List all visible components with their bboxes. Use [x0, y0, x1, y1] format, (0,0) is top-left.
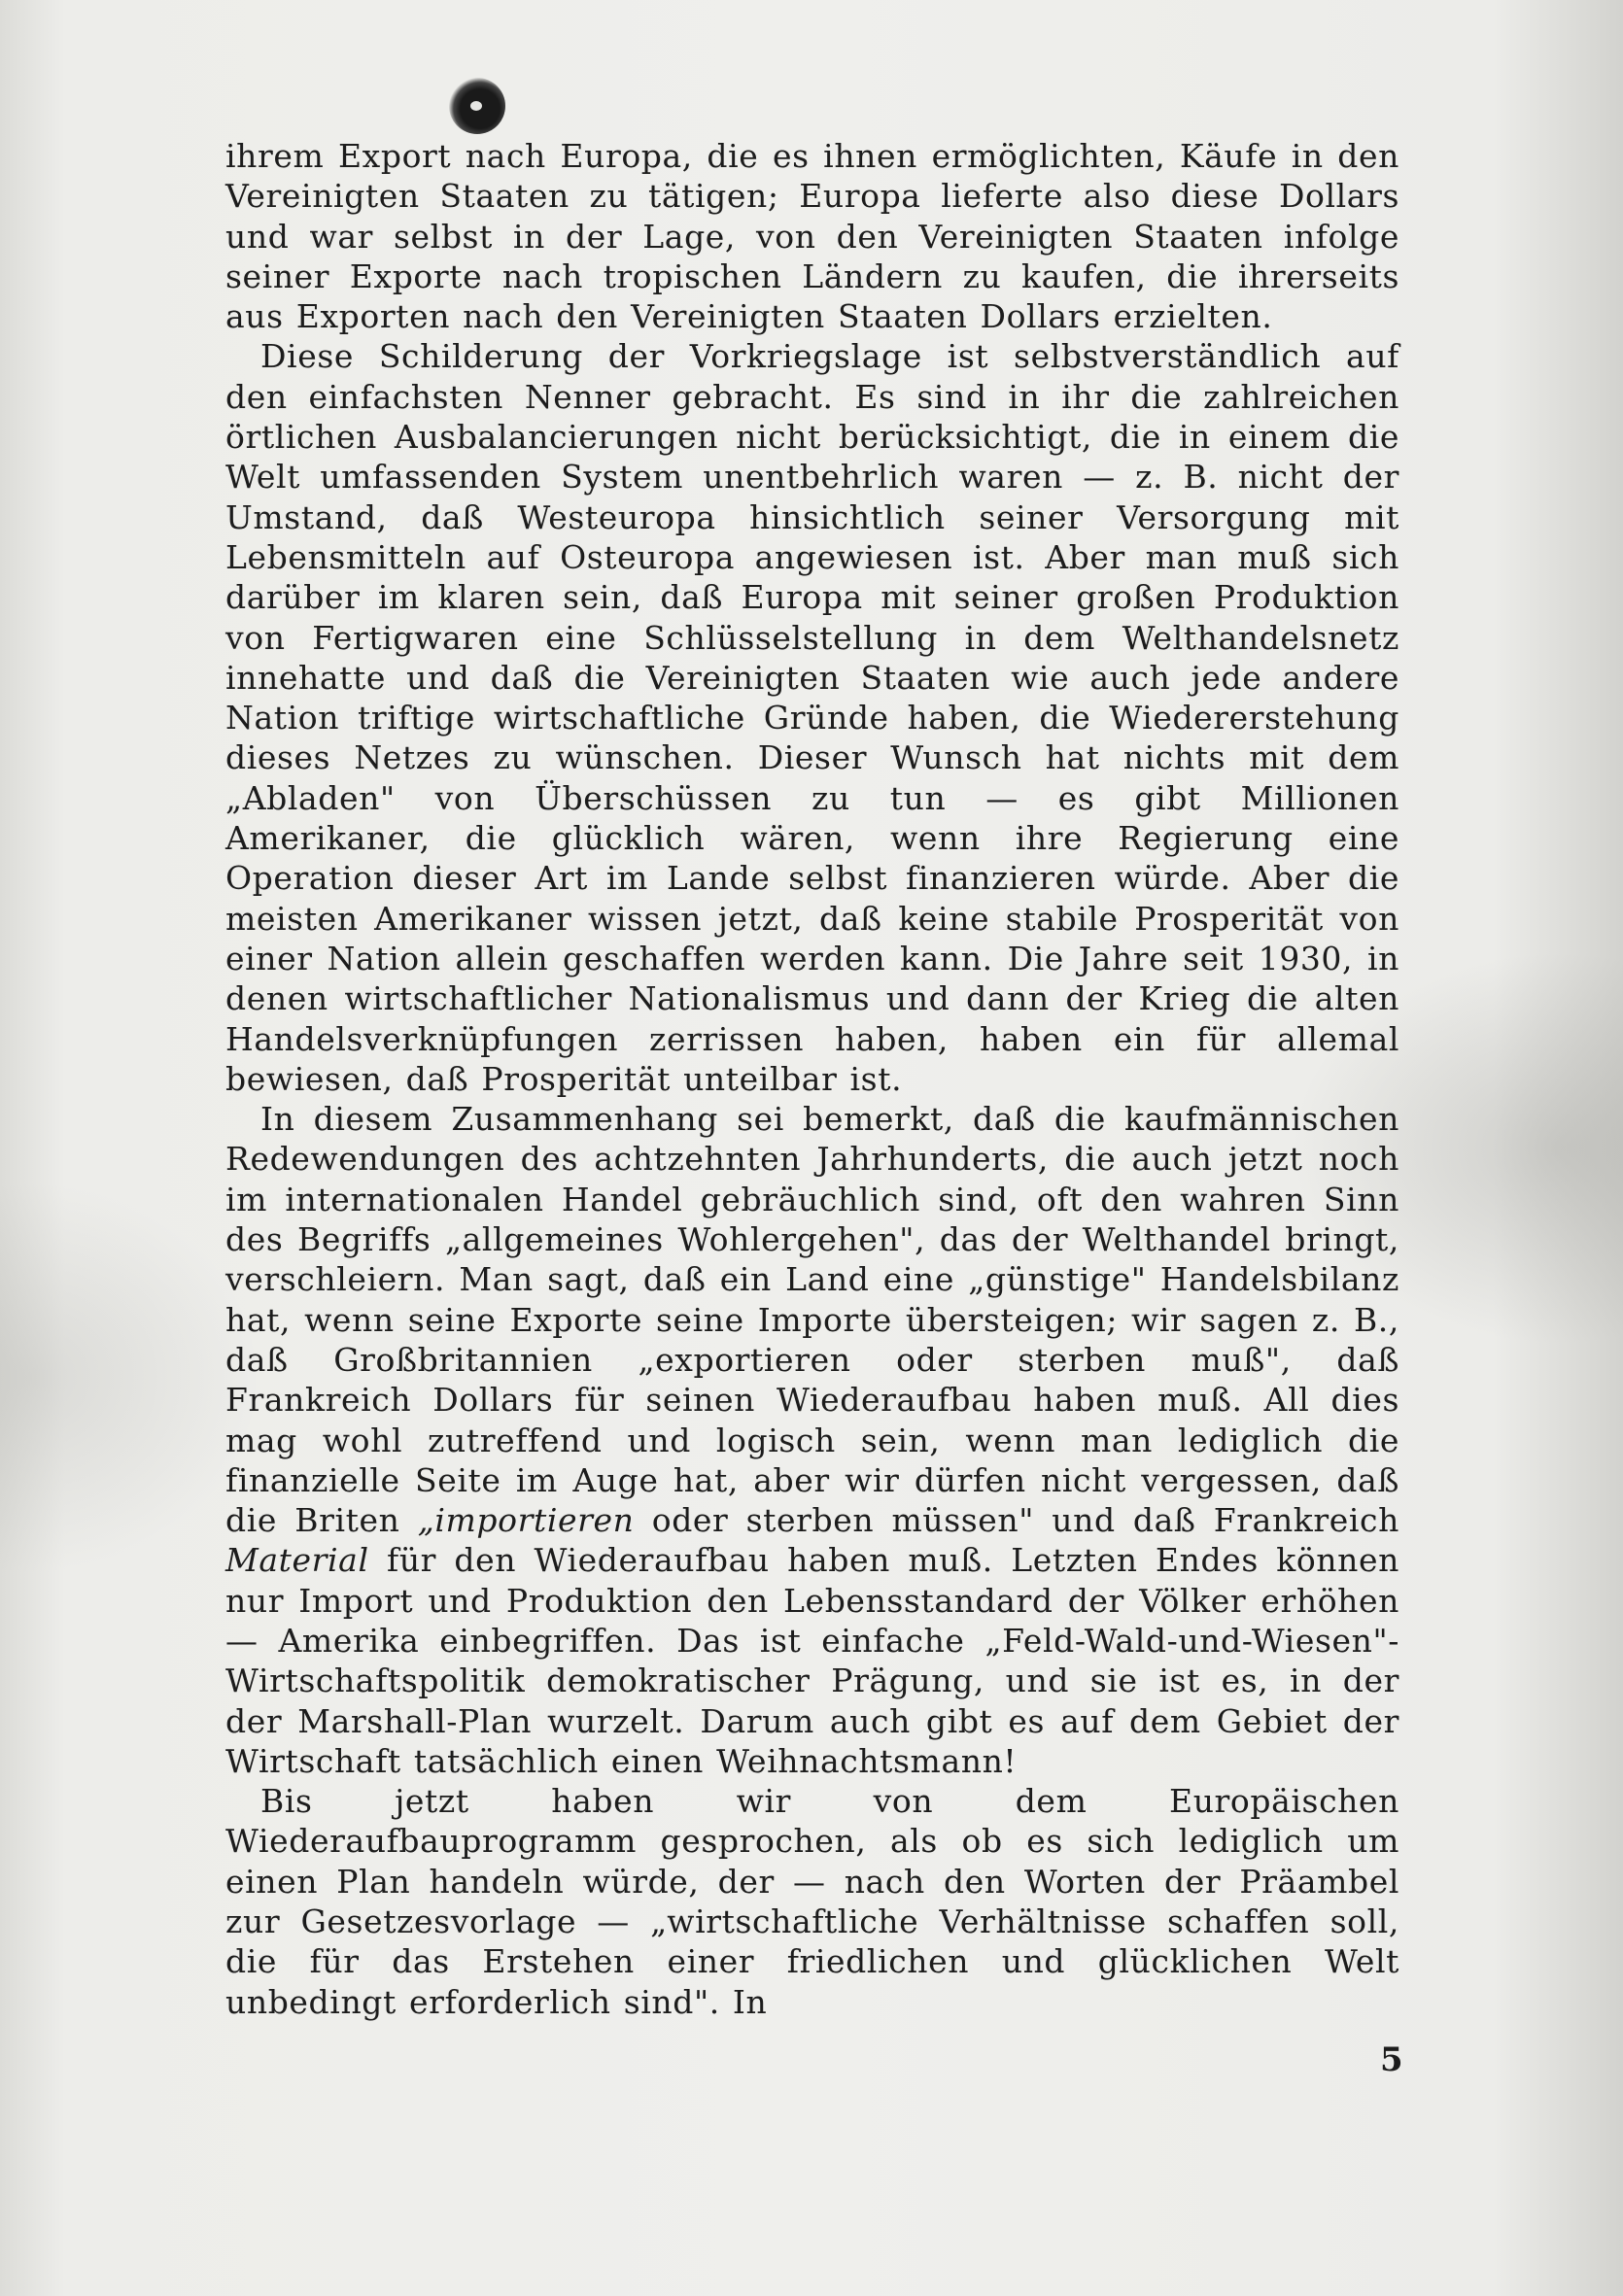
ink-blot-mark: [449, 78, 505, 134]
paragraph-3-part-2: oder sterben müssen" und daß Frankreich: [634, 1501, 1399, 1540]
paragraph-2: Diese Schilderung der Vorkriegslage ist selbstverständlich auf den einfachsten Nenner gebracht. Es sind in ihr die zahlreichen örtlichen Ausbalancierungen nicht berücksichtigt, die in einem die Welt umfassenden System unentbehrlich waren — z. B. nicht der Umstand, daß Westeuropa hinsichtlich seiner Versorgung mit Lebensmitteln auf Osteuropa angewiesen ist. Aber man muß sich darüber im klaren sein, daß Europa mit seiner großen Produktion von Fertigwaren eine Schlüsselstellung in dem Welthandelsnetz innehatte und daß die Vereinigten Staaten wie auch jede andere Nation triftige wirtschaftliche Gründe haben, die Wiedererstehung dieses Netzes zu wünschen. Dieser Wunsch hat nichts mit dem „Abladen" von Überschüssen zu tun — es gibt Millionen Amerikaner, die glücklich wären, wenn ihre Regierung eine Operation dieser Art im Lande selbst finanzieren würde. Aber die meisten Amerikaner wissen jetzt, daß keine stabile Prosperität von einer Nation allein geschaffen werden kann. Die Jahre seit 1930, in denen wirtschaftlicher Nationalismus und dann der Krieg die alten Handelsverknüpfungen zerrissen haben, haben ein für allemal bewiesen, daß Prosperität unteilbar ist.: [225, 337, 1399, 1098]
paragraph-3-part-3: für den Wiederaufbau haben muß. Letzten Endes können nur Import und Produktion den Lebensstandard der Völker erhöhen — Amerika einbegriffen. Das ist einfache „Feld-Wald-und-Wiesen"-Wirtschaftspolitik demokratischer Prägung, und sie ist es, in der der Marshall-Plan wurzelt. Darum auch gibt es auf dem Gebiet der Wirtschaft tatsächlich einen Weihnachtsmann!: [225, 1541, 1399, 1780]
paragraph-1: ihrem Export nach Europa, die es ihnen ermöglichten, Käufe in den Vereinigten Staaten zu tätigen; Europa lieferte also diese Dollars und war selbst in der Lage, von den Vereinigten Staaten infolge seiner Exporte nach tropischen Ländern zu kaufen, die ihrerseits aus Exporten nach den Vereinigten Staaten Dollars erzielten.: [225, 137, 1399, 336]
body-text: [225, 136, 1399, 2022]
paragraph-4: Bis jetzt haben wir von dem Europäischen Wiederaufbauprogramm gesprochen, als ob es sich lediglich um einen Plan handeln würde, der — nach den Worten der Präambel zur Gesetzesvorlage — „wirtschaftliche Verhältnisse schaffen soll, die für das Erstehen einer friedlichen und glücklichen Welt unbedingt erforderlich sind". In: [225, 1782, 1399, 2021]
paragraph-3: [225, 1099, 1399, 1781]
paragraph-3-emphasis-2: Material: [225, 1541, 369, 1580]
page-number: 5: [1380, 2040, 1403, 2079]
paragraph-3-part-1: In diesem Zusammenhang sei bemerkt, daß die kaufmännischen Redewendungen des achtzehnten Jahrhunderts, die auch jetzt noch im internationalen Handel gebräuchlich sind, oft den wahren Sinn des Begriffs „allgemeines Wohlergehen", das der Welthandel bringt, verschleiern. Man sagt, daß ein Land eine „günstige" Handelsbilanz hat, wenn seine Exporte seine Importe übersteigen; wir sagen z. B., daß Großbritannien „exportieren oder sterben muß", daß Frankreich Dollars für seinen Wiederaufbau haben muß. All dies mag wohl zutreffend und logisch sein, wenn man lediglich die finanzielle Seite im Auge hat, aber wir dürfen nicht vergessen, daß die Briten: [225, 1100, 1399, 1540]
paragraph-3-emphasis-1: „importieren: [417, 1501, 635, 1540]
